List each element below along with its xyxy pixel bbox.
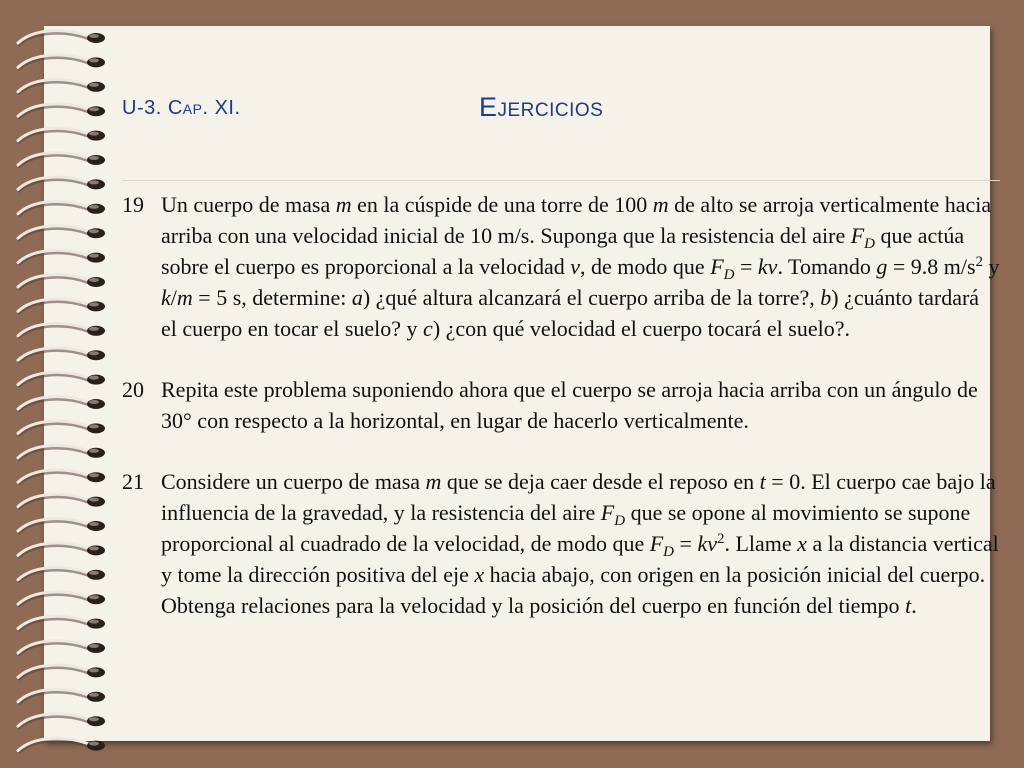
- spiral-ring: [18, 494, 105, 508]
- spiral-ring: [18, 153, 105, 167]
- spiral-ring: [18, 348, 105, 362]
- spiral-ring: [18, 177, 105, 191]
- spiral-ring: [18, 299, 105, 313]
- exercise-item: [120, 466, 1000, 621]
- spiral-ring: [18, 714, 105, 728]
- spiral-ring: [18, 372, 105, 386]
- spiral-ring: [18, 738, 105, 752]
- spiral-ring: [18, 616, 105, 630]
- exercise-text: Repita este problema suponiendo ahora que el cuerpo se arroja hacia arriba con un ángulo de 30° con respecto a la horizontal, en lugar de hacerlo verticalmente.: [161, 377, 978, 433]
- spiral-ring: [18, 55, 105, 69]
- spiral-ring: [18, 128, 105, 142]
- spiral-ring: [18, 665, 105, 679]
- spiral-ring: [18, 226, 105, 240]
- exercise-text: Un cuerpo de masa m en la cúspide de una torre de 100 m de alto se arroja verticalmente hacia arriba con una velocidad inicial de 10 m/s. Suponga que la resistencia del aire $F_D$ que actúa sobre el cuerpo es proporcional a la velocidad v, de modo que $F_D$ = kv. Tomando g = 9.8 $m/s^2$ y k/m = 5 s, determine: a) ¿qué altura alcanzará el cuerpo arriba de la torre?, b) ¿cuánto tardará el cuerpo en tocar el suelo? y c) ¿con qué velocidad el cuerpo tocará el suelo?.: [161, 192, 1000, 341]
- spiral-ring: [18, 689, 105, 703]
- spiral-ring: [18, 592, 105, 606]
- spiral-binding-icon: [0, 0, 120, 768]
- spiral-ring: [18, 250, 105, 264]
- spiral-ring: [18, 31, 105, 45]
- spiral-ring: [18, 641, 105, 655]
- spiral-ring: [18, 543, 105, 557]
- exercise-number: 21: [122, 469, 144, 494]
- spiral-ring: [18, 275, 105, 289]
- exercise-item: [120, 189, 1000, 344]
- exercise-number: 19: [122, 192, 144, 217]
- course-label: U-3. Cap. XI.: [122, 97, 241, 119]
- slide-header: [122, 93, 982, 125]
- spiral-ring: [18, 79, 105, 93]
- exercise-item: [120, 374, 1000, 436]
- header-divider: [122, 180, 1000, 181]
- spiral-ring: [18, 567, 105, 581]
- spiral-ring: [18, 201, 105, 215]
- spiral-ring: [18, 397, 105, 411]
- spiral-ring: [18, 445, 105, 459]
- spiral-ring: [18, 323, 105, 337]
- spiral-ring: [18, 104, 105, 118]
- spiral-ring: [18, 421, 105, 435]
- exercise-number: 20: [122, 377, 144, 402]
- exercise-list: [120, 189, 1000, 651]
- spiral-ring: [18, 470, 105, 484]
- exercise-text: Considere un cuerpo de masa m que se deja caer desde el reposo en t = 0. El cuerpo cae bajo la influencia de la gravedad, y la resistencia del aire $F_D$ que se opone al movimiento se supone proporcional al cuadrado de la velocidad, de modo que $F_D = kv^2$. Llame x a la distancia vertical y tome la dirección positiva del eje x hacia abajo, con origen en la posición inicial del cuerpo. Obtenga relaciones para la velocidad y la posición del cuerpo en función del tiempo t.: [161, 469, 999, 618]
- slide-title: Ejercicios: [479, 92, 604, 122]
- spiral-ring: [18, 519, 105, 533]
